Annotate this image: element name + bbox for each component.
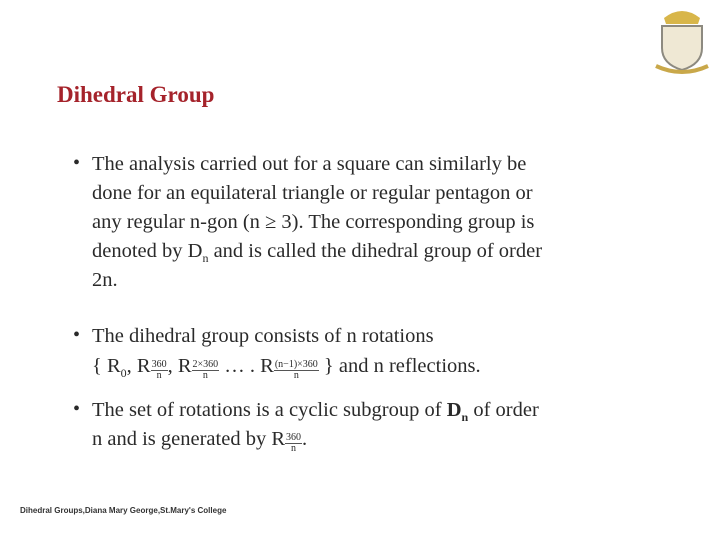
bullet1-line: The analysis carried out for a square can similarly be — [92, 153, 527, 175]
bullet3-line: n and is generated by R $\frac{360}{n}$ . — [92, 428, 308, 454]
bullet: • — [73, 152, 81, 174]
bullet1-line: denoted by $D_n$ and is called the dihedral group of order — [92, 240, 543, 266]
slide-footer: Dihedral Groups,Diana Mary George,St.Mary's College — [20, 506, 227, 515]
bullet3-line: The set of rotations is a cyclic subgroup of $D_n$ of order — [92, 399, 539, 425]
bullet1-line: any regular n-gon (n ≥ 3). The corresponding group is — [92, 211, 535, 233]
bullet1-line: 2n. — [92, 269, 118, 291]
bullet: • — [73, 324, 81, 346]
college-crest-logo — [652, 4, 712, 76]
bullet1-line: done for an equilateral triangle or regular pentagon or — [92, 182, 533, 204]
slide-title: Dihedral Group — [57, 82, 215, 107]
bullet: • — [73, 398, 81, 420]
bullet2-line: The dihedral group consists of n rotations — [92, 325, 434, 347]
rotation-set-formula: { $R_0$, R $\frac{360}{n}$ , R $\frac{2\times 360}{n}$ … . R $\frac{(n-1)\times 360}{n}$ } and n reflections. — [92, 355, 481, 381]
